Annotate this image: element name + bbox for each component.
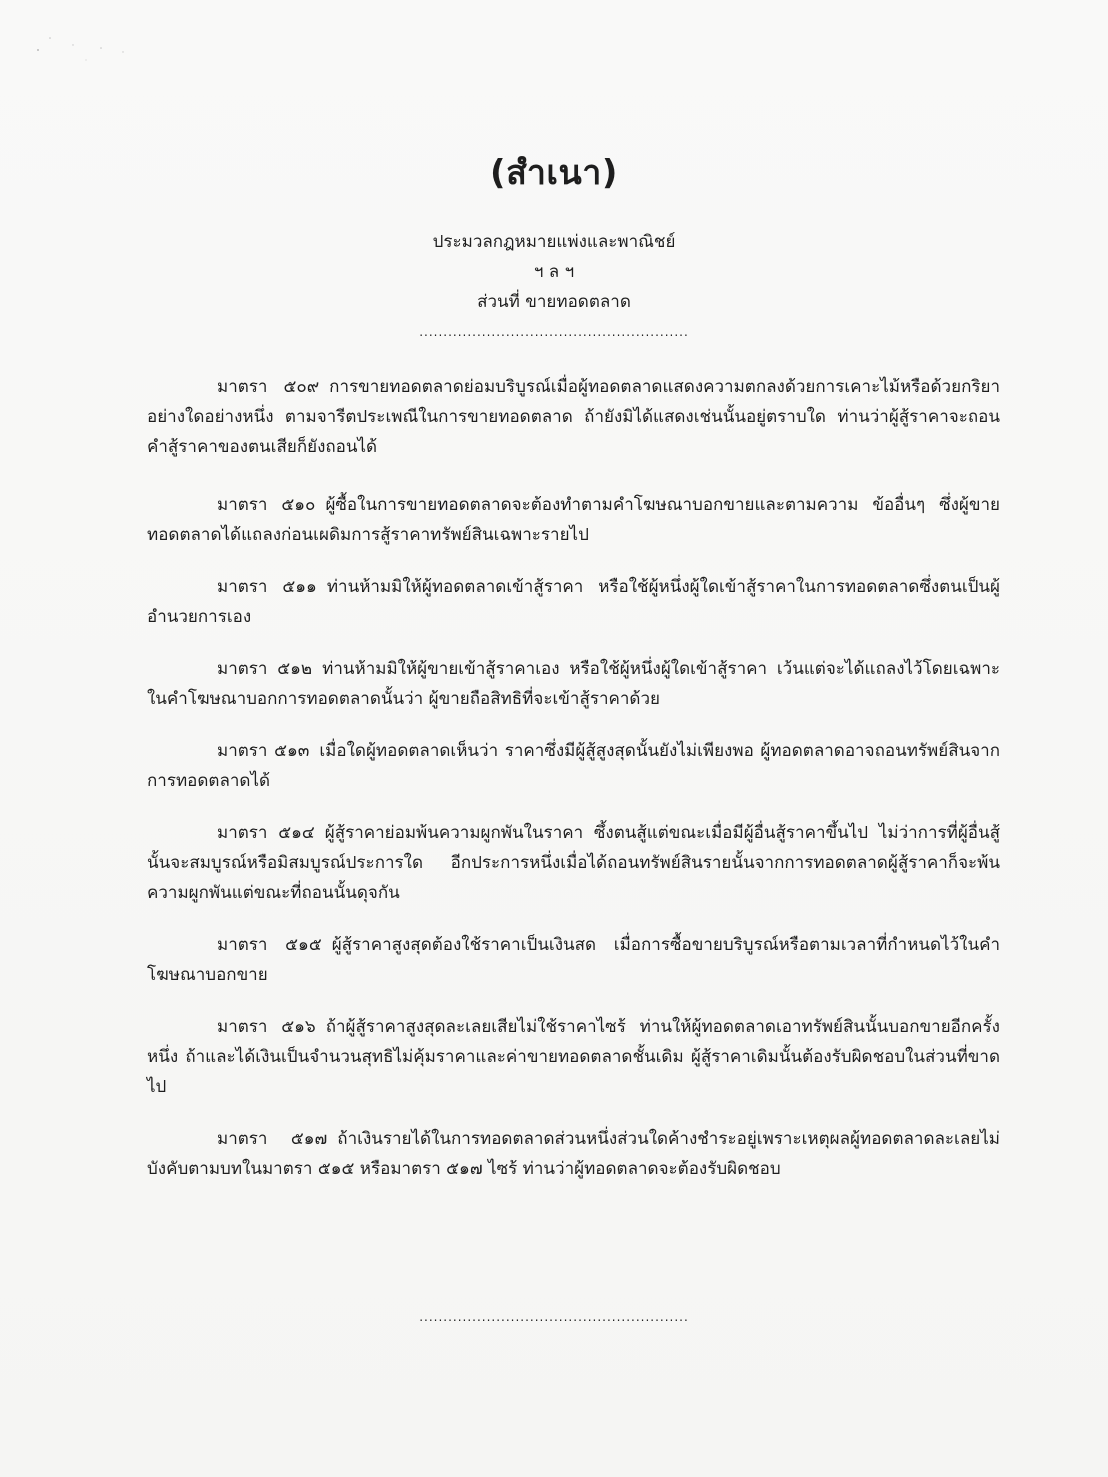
document-title: (สำเนา) [490,153,618,193]
top-separator: ........................................................ [419,325,689,339]
section-label: มาตรา ๕๑๕ [217,935,322,955]
section-text: ผู้สู้ราคาสูงสุดต้องใช้ราคาเป็นเงินสด เมื่อการซื้อขายบริบูรณ์หรือตามเวลาที่กำหนดไว้ในคำโฆษณาบอกขาย [147,935,1000,985]
section-514 [147,818,1000,908]
section-text: ผู้ซื้อในการขายทอดตลาดจะต้องทำตามคำโฆษณาบอกขายและตามความ ข้ออื่นๆ ซึ่งผู้ขายทอดตลาดได้แถลงก่อนเผดิมการสู้ราคาทรัพย์สินเฉพาะรายไป [147,495,1001,545]
section-text: ถ้าผู้สู้ราคาสูงสุดละเลยเสียไม่ใช้ราคาไซร้ ท่านให้ผู้ทอดตลาดเอาทรัพย์สินนั้นบอกขายอีกครั้งหนึ่ง ถ้าและได้เงินเป็นจำนวนสุทธิไม่คุ้มราคาและค่าขายทอดตลาดชั้นเดิม ผู้สู้ราคาเดิมนั้นต้องรับผิดชอบในส่วนที่ขาดไป [147,1017,1000,1097]
section-label: มาตรา ๕๑๔ [217,823,315,843]
section-label: มาตรา ๕๑๓ [217,741,310,761]
section-text: ท่านห้ามมิให้ผู้ทอดตลาดเข้าสู้ราคา หรือใช้ผู้หนึ่งผู้ใดเข้าสู้ราคาในการทอดตลาดซึ่งตนเป็นผู้อำนวยการเอง [147,577,1001,627]
section-text: เมื่อใดผู้ทอดตลาดเห็นว่า ราคาซึ่งมีผู้สู้สูงสุดนั้นยังไม่เพียงพอ ผู้ทอดตลาดอาจถอนทรัพย์สินจากการทอดตลาดได้ [147,741,1000,791]
section-text: การขายทอดตลาดย่อมบริบูรณ์เมื่อผู้ทอดตลาดแสดงความตกลงด้วยการเคาะไม้หรือด้วยกริยาอย่างใดอย่างหนึ่ง ตามจารีตประเพณีในการขายทอดตลาด ถ้ายังมิได้แสดงเช่นนั้นอยู่ตราบใด ท่านว่าผู้สู้ราคาจะถอนคำสู้ราคาของตนเสียก็ยังถอนได้ [147,377,1000,457]
section-text: ผู้สู้ราคาย่อมพ้นความผูกพันในราคา ซึ้งตนสู้แต่ขณะเมื่อมีผู้อื่นสู้ราคาขึ้นไป ไม่ว่าการที่ผู้อื่นสู้นั้นจะสมบูรณ์หรือมิสมบูรณ์ประการใด อีกประการหนึ่งเมื่อได้ถอนทรัพย์สินรายนั้นจากการทอดตลาดผู้สู้ราคาก็จะพ้นความผูกพันแต่ขณะที่ถอนนั้นดุจกัน [147,823,1001,903]
section-513 [147,736,1000,796]
code-name: ประมวลกฎหมายแพ่งและพาณิชย์ [432,232,676,252]
section-516 [147,1012,1000,1102]
section-517 [147,1124,1000,1184]
section-512 [147,654,1000,714]
section-label: มาตรา ๕๑๗ [217,1129,328,1149]
section-509 [147,372,1000,462]
part-title: ส่วนที่ ขายทอดตลาด [477,292,631,312]
section-515 [147,930,1000,990]
section-label: มาตรา ๕๑๑ [217,577,317,597]
section-510 [147,490,1000,550]
bottom-separator: ........................................................ [419,1310,689,1324]
section-label: มาตรา ๕๑๒ [217,659,313,679]
section-511 [147,572,1000,632]
section-text: ท่านห้ามมิให้ผู้ขายเข้าสู้ราคาเอง หรือใช้ผู้หนึ่งผู้ใดเข้าสู้ราคา เว้นแต่จะได้แถลงไว้โดยเฉพาะในคำโฆษณาบอกการทอดตลาดนั้นว่า ผู้ขายถือสิทธิที่จะเข้าสู้ราคาด้วย [147,659,1000,709]
sections-container [147,372,1000,1206]
paper-specks [28,30,148,80]
section-text: ถ้าเงินรายได้ในการทอดตลาดส่วนหนึ่งส่วนใดค้างชำระอยู่เพราะเหตุผลผู้ทอดตลาดละเลยไม่บังคับตามบทในมาตรา ๕๑๕ หรือมาตรา ๕๑๗ ไซร้ ท่านว่าผู้ทอดตลาดจะต้องรับผิดชอบ [147,1129,1000,1179]
section-label: มาตรา ๕๑๖ [217,1017,316,1037]
section-label: มาตรา ๕๐๙ [217,377,320,397]
section-label: มาตรา ๕๑๐ [217,495,316,515]
etc-marker: ฯ ล ฯ [533,262,575,282]
